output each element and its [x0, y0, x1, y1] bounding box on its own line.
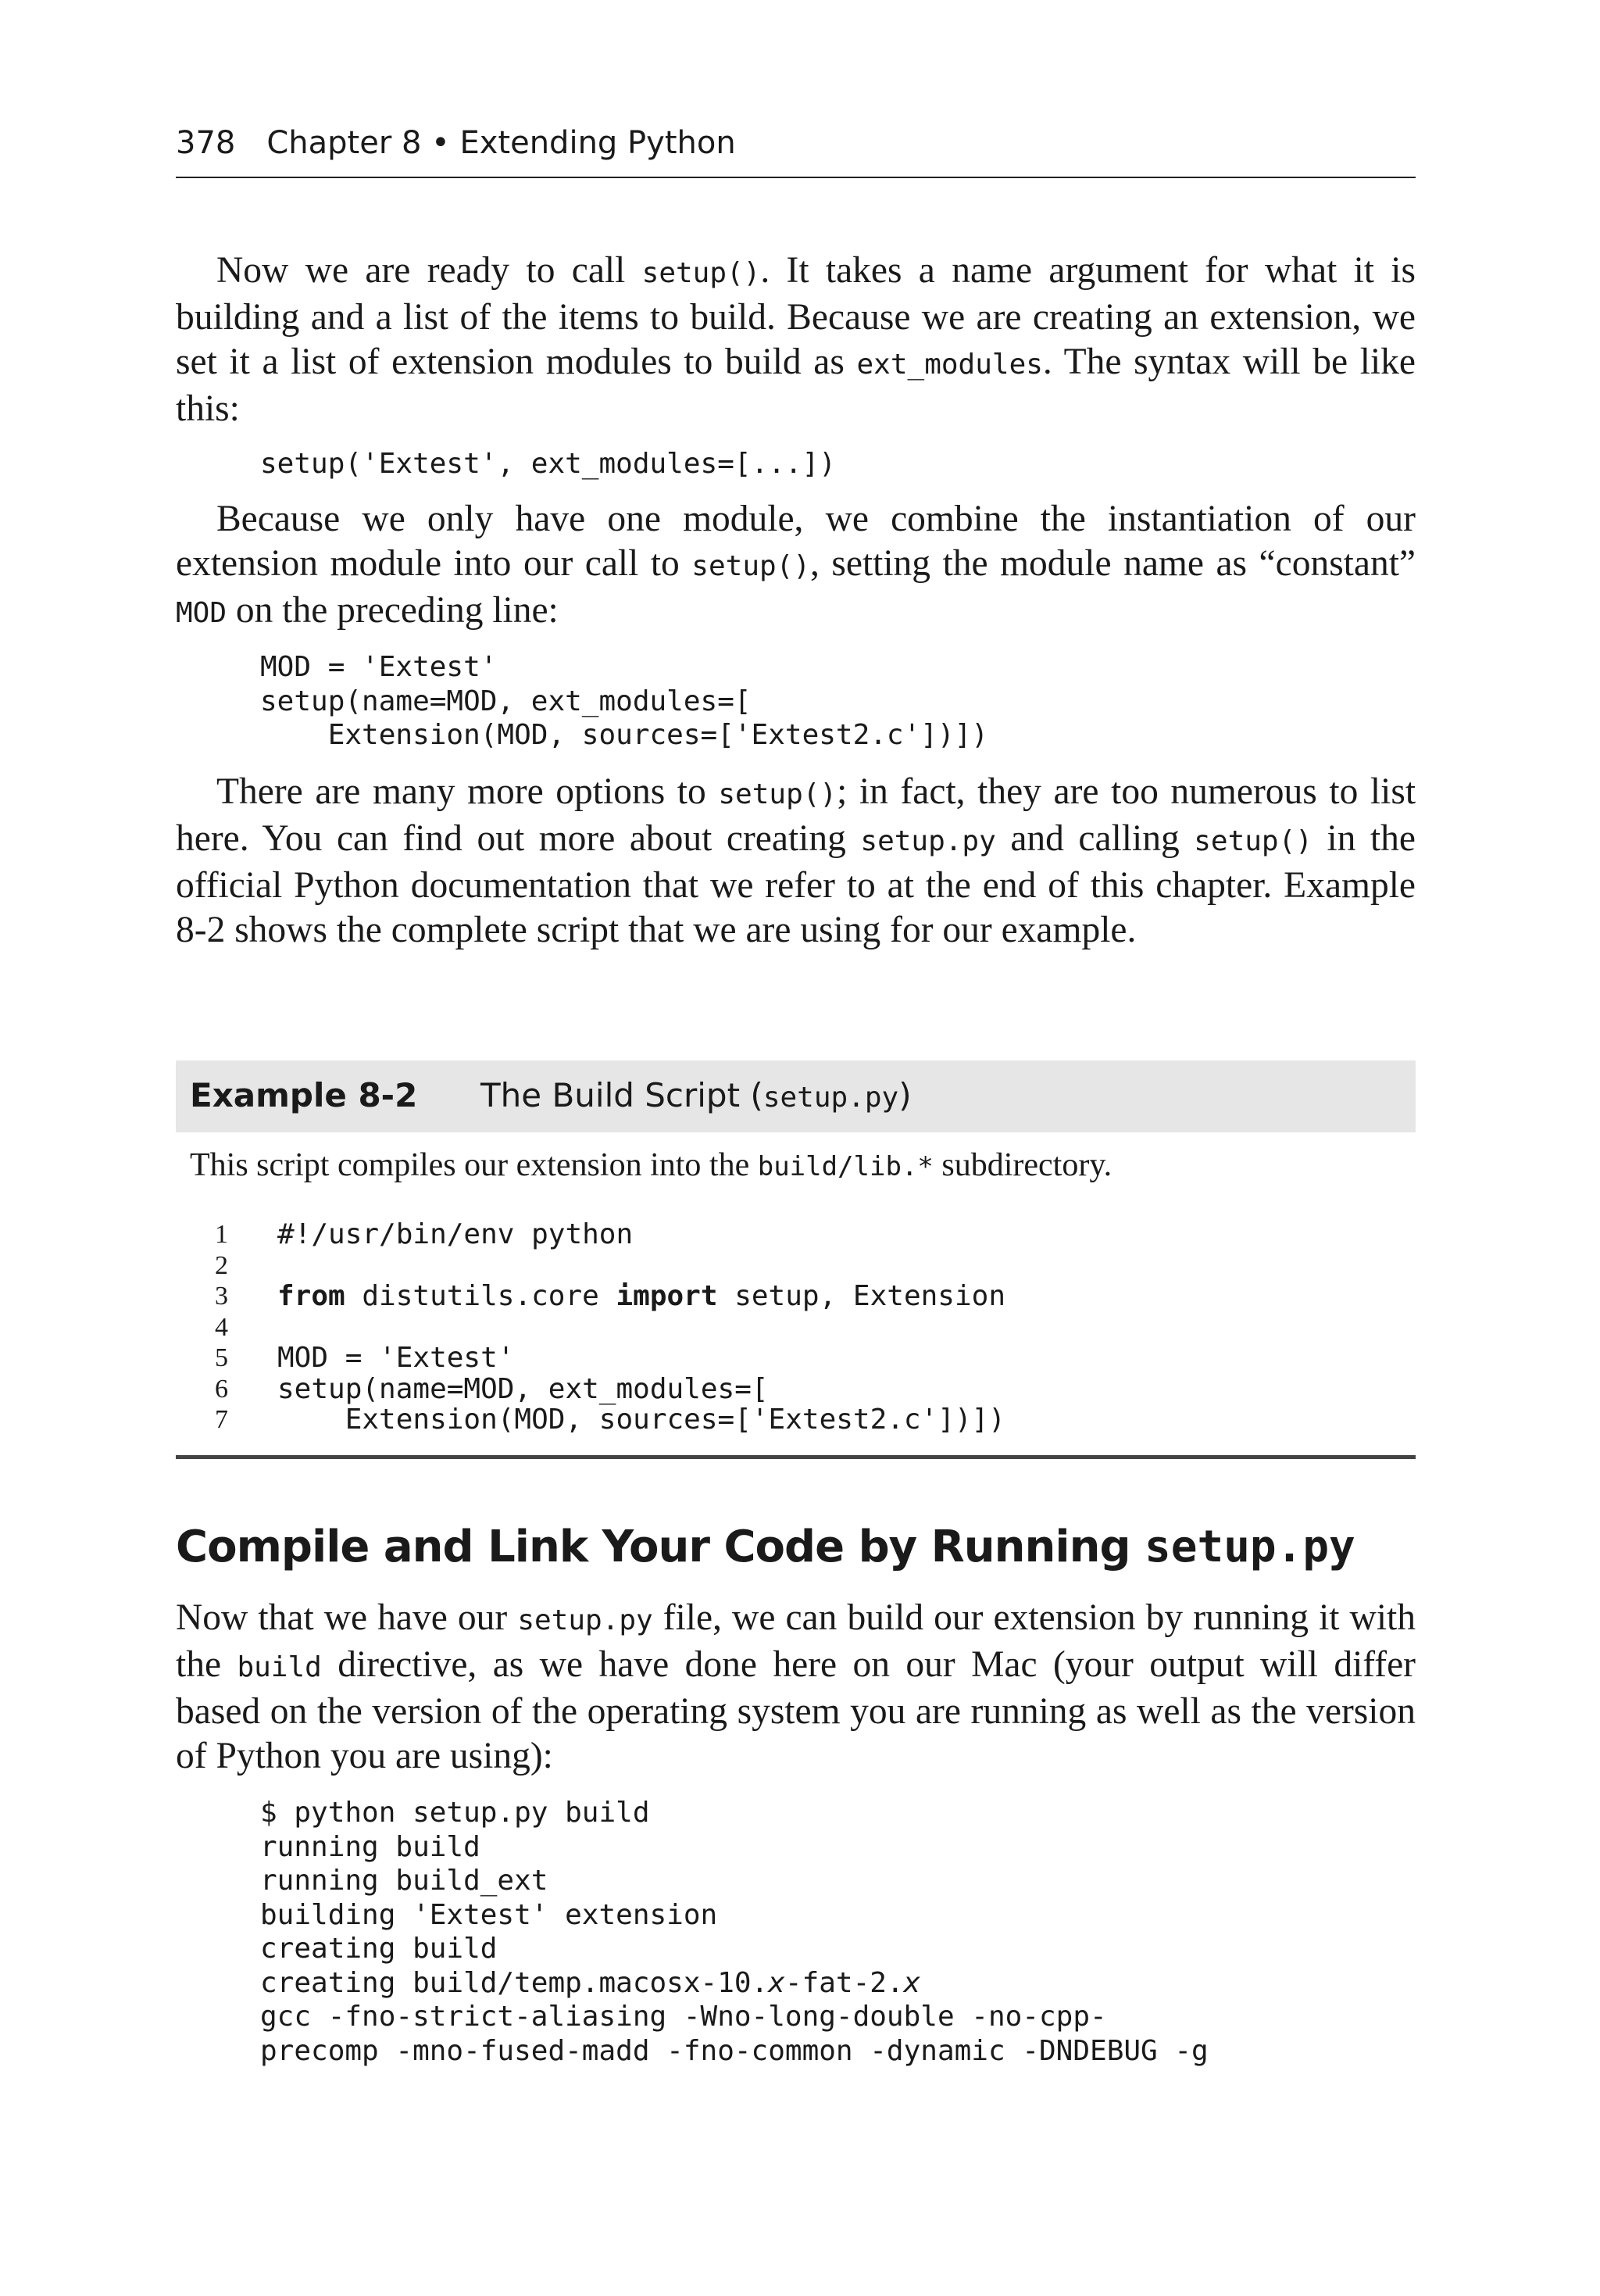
code-line: creating build	[260, 1933, 498, 1965]
code-line	[260, 1966, 1209, 2001]
inline-code: build/lib.*	[757, 1151, 934, 1182]
line-number: 6	[215, 1374, 228, 1404]
inline-code: setup.py	[860, 825, 996, 857]
paragraph-build	[176, 1596, 1416, 1779]
section-heading	[176, 1520, 1355, 1575]
text: )	[898, 1076, 912, 1114]
line-code: MOD = 'Extest'	[277, 1342, 515, 1374]
inline-code: ext_modules	[856, 349, 1043, 381]
line-code	[277, 1281, 1005, 1312]
line-number: 4	[215, 1312, 228, 1342]
line-code: Extension(MOD, sources=['Extest2.c'])])	[277, 1404, 1005, 1436]
line-number: 5	[215, 1343, 228, 1372]
paragraph-setup-intro	[176, 249, 1416, 431]
listing-line	[176, 1343, 1416, 1374]
example-label: Example 8-2	[190, 1076, 418, 1114]
text: Now we are ready to call	[216, 250, 642, 291]
text: . It takes a name argument for what it is building and a list of the items to build. Because we are creating an extension, we set it a list of extension modules to build as	[176, 250, 1416, 382]
heading-text: Compile and Link Your Code by Running	[176, 1522, 1145, 1572]
code-line: precomp -mno-fused-madd -fno-common -dynamic -DNDEBUG -g	[260, 2034, 1209, 2067]
inline-code: setup.py	[762, 1082, 899, 1114]
code-block-build-output	[260, 1796, 1209, 2068]
example-caption	[190, 1145, 1112, 1187]
chapter-title: Chapter 8 • Extending Python	[266, 125, 736, 161]
keyword: import	[616, 1280, 718, 1312]
heading-code: setup.py	[1145, 1522, 1355, 1572]
keyword: from	[277, 1280, 345, 1312]
line-code: setup(name=MOD, ext_modules=[	[277, 1372, 769, 1405]
listing-line	[176, 1219, 1416, 1250]
code-text: setup, Extension	[717, 1280, 1005, 1312]
code-line: building 'Extest' extension	[260, 1898, 718, 1931]
code-line: running build	[260, 1830, 480, 1863]
inline-code: setup()	[1194, 825, 1312, 857]
inline-code: setup.py	[517, 1604, 653, 1636]
text: The Build Script (	[480, 1076, 763, 1114]
text: in the official Python documentation that we refer to at the end of this chapter. Example 8-2 shows the complete script that we are using for our example.	[176, 818, 1416, 950]
text: and calling	[995, 818, 1195, 859]
text: directive, as we have done here on our Mac (your output will differ based on the version of the operating system you are running as well as the version of Python you are using):	[176, 1644, 1416, 1776]
listing-line	[176, 1312, 1416, 1343]
listing-line	[176, 1404, 1416, 1436]
paragraph-more-options	[176, 770, 1416, 953]
text: , setting the module name as “constant”	[810, 543, 1416, 584]
inline-code: MOD	[176, 597, 227, 629]
line-number: 7	[215, 1405, 228, 1434]
code-block-mod-setup: MOD = 'Extest' setup(name=MOD, ext_modules=[ Extension(MOD, sources=['Extest2.c'])])	[260, 651, 988, 751]
inline-code: setup()	[641, 257, 761, 289]
code-variable: x	[903, 1966, 921, 1999]
code-line: gcc -fno-strict-aliasing -Wno-long-double -no-cpp-	[260, 2001, 1107, 2033]
line-number: 3	[215, 1282, 228, 1311]
code-text: creating build/temp.macosx-10.	[260, 1966, 769, 1999]
listing-line	[176, 1250, 1416, 1282]
code-text: distutils.core	[345, 1280, 616, 1312]
running-head	[176, 123, 1416, 163]
listing-line	[176, 1281, 1416, 1312]
text: Now that we have our	[176, 1597, 518, 1638]
inline-code: build	[237, 1651, 322, 1683]
text: ; in fact, they are too numerous to list here. You can find out more about creating	[176, 771, 1416, 859]
page-number: 378	[176, 125, 236, 161]
header-rule	[176, 177, 1416, 178]
line-code: #!/usr/bin/env python	[277, 1218, 634, 1250]
example-title	[480, 1076, 912, 1118]
inline-code: setup()	[718, 778, 838, 810]
text: There are many more options to	[216, 771, 719, 812]
line-number: 2	[215, 1250, 228, 1280]
text: . The syntax will be like this:	[176, 342, 1416, 429]
text: file, we can build our extension by running it with the	[176, 1597, 1416, 1685]
text: on the preceding line:	[227, 590, 559, 631]
code-line: $ python setup.py build	[260, 1797, 650, 1829]
listing-bottom-rule	[176, 1455, 1416, 1459]
text: This script compiles our extension into the	[190, 1147, 758, 1183]
code-block-setup-syntax: setup('Extest', ext_modules=[...])	[260, 448, 836, 480]
text: subdirectory.	[933, 1147, 1112, 1183]
listing-line	[176, 1374, 1416, 1405]
inline-code: setup()	[691, 550, 811, 582]
code-text: -fat-2.	[784, 1966, 904, 1999]
code-variable: x	[768, 1966, 785, 1999]
code-listing	[176, 1219, 1416, 1436]
paragraph-one-module	[176, 497, 1416, 635]
line-number: 1	[215, 1220, 228, 1249]
example-header	[176, 1060, 1416, 1132]
text: Because we only have one module, we combine the instantiation of our extension module into our call to	[176, 499, 1416, 584]
code-line: running build_ext	[260, 1865, 548, 1897]
